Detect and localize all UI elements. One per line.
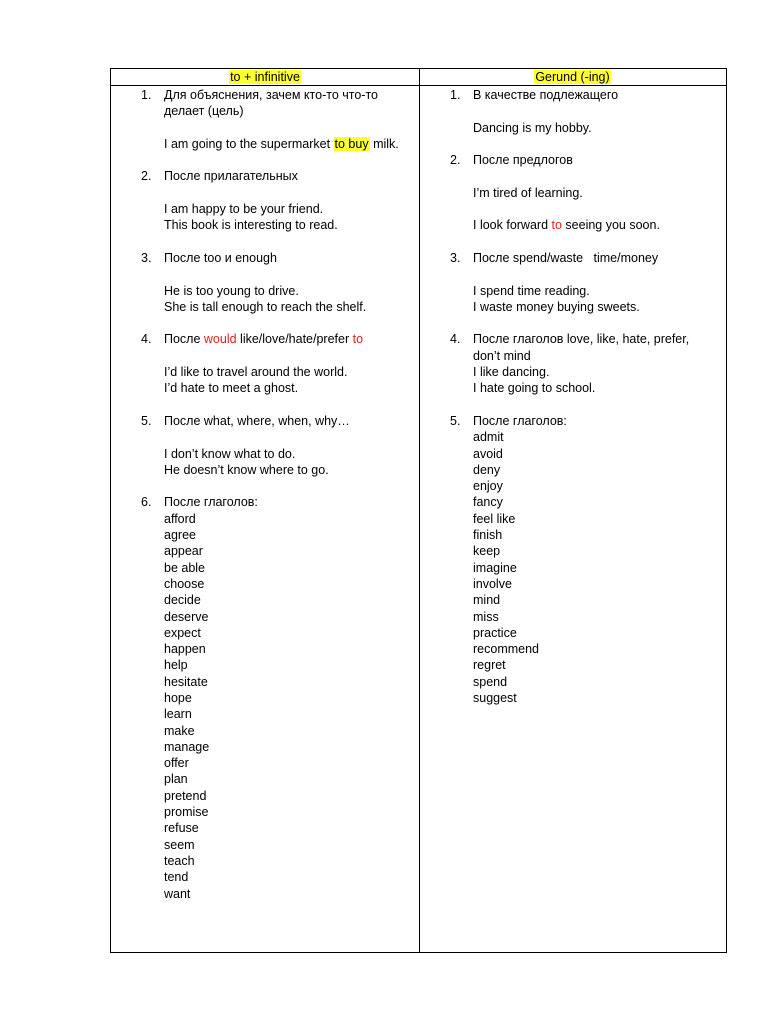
verb-list-item: afford — [164, 511, 196, 526]
verb-list-item: choose — [164, 576, 205, 591]
rule-example: I’m tired of learning. — [473, 185, 583, 200]
verb-list-item: practice — [473, 625, 517, 640]
verb-list-item: offer — [164, 756, 189, 771]
infinitive-rule-3 — [111, 250, 419, 315]
rule-title-cont: делает (цель) — [164, 104, 244, 119]
verb-list-item: seem — [164, 837, 195, 852]
verb-list-item: feel like — [473, 511, 516, 526]
verb-list-item: deny — [473, 462, 501, 477]
verb-list-item: hesitate — [164, 674, 208, 689]
infinitive-column — [111, 87, 419, 902]
rule-title: После глаголов: — [473, 413, 567, 428]
rule-example: I waste money buying sweets. — [473, 299, 640, 314]
verb-list-item: refuse — [164, 821, 199, 836]
infinitive-rule-4 — [111, 331, 419, 396]
rule-number: 1. — [141, 88, 152, 102]
verb-list-item: imagine — [473, 560, 517, 575]
verb-list-item: learn — [164, 707, 192, 722]
verb-list-item: teach — [164, 853, 195, 868]
verb-list-item: make — [164, 723, 195, 738]
rule-number: 6. — [141, 495, 152, 510]
highlighted-phrase: to buy — [334, 136, 369, 151]
verb-list-item: manage — [164, 739, 210, 754]
verb-list-item: fancy — [473, 495, 503, 510]
rule-example: He is too young to drive. — [164, 283, 299, 298]
rule-example: I’d hate to meet a ghost. — [164, 381, 299, 396]
header-infinitive-label: to + infinitive — [230, 70, 300, 84]
rule-title: После spend/waste time/money — [473, 250, 659, 265]
rule-example: I like dancing. — [473, 365, 550, 380]
verb-list-item: recommend — [473, 642, 539, 657]
grammar-table — [110, 68, 727, 953]
verb-list-item: keep — [473, 544, 501, 559]
infinitive-rule-1 — [111, 87, 419, 152]
rule-number: 3. — [141, 250, 152, 265]
verb-list-item: plan — [164, 772, 188, 787]
header-infinitive — [111, 69, 419, 86]
verb-list-item: avoid — [473, 446, 503, 461]
verb-list-item: suggest — [473, 690, 517, 705]
rule-title: Для объяснения, зачем кто-то что-то — [164, 88, 378, 102]
infinitive-rule-2 — [111, 168, 419, 233]
rule-number: 4. — [141, 332, 152, 347]
verb-list-item: involve — [473, 576, 512, 591]
verb-list-item: tend — [164, 870, 189, 885]
verb-list-item: agree — [164, 528, 196, 543]
gerund-column — [420, 87, 726, 706]
verb-list-item: expect — [164, 625, 201, 640]
rule-title: После what, where, when, why… — [164, 413, 350, 428]
verb-list-item: want — [164, 886, 191, 901]
rule-example: I look forward to seeing you soon. — [473, 218, 660, 233]
rule-title: После would like/love/hate/prefer to — [164, 332, 364, 347]
rule-title: После предлогов — [473, 153, 573, 168]
rule-title: После прилагательных — [164, 169, 298, 184]
rule-title: В качестве подлежащего — [473, 88, 619, 102]
rule-number: 2. — [141, 169, 152, 184]
rule-example: He doesn’t know where to go. — [164, 462, 329, 477]
header-gerund-label: Gerund (-ing) — [535, 70, 610, 84]
verb-list-item: appear — [164, 544, 203, 559]
gerund-rule-1 — [420, 87, 726, 136]
red-keyword: to — [352, 332, 364, 347]
verb-list-item: enjoy — [473, 479, 503, 494]
rule-number: 4. — [450, 332, 461, 347]
verb-list-item: decide — [164, 593, 201, 608]
header-gerund — [419, 69, 726, 86]
verb-list-item: mind — [473, 593, 501, 608]
gerund-rule-4 — [420, 331, 726, 396]
verb-list-item: promise — [164, 805, 209, 820]
verb-list-item: pretend — [164, 788, 207, 803]
rule-example: I’d like to travel around the world. — [164, 365, 348, 380]
verb-list-item: miss — [473, 609, 499, 624]
rule-title: После too и enough — [164, 250, 277, 265]
rule-number: 2. — [450, 153, 461, 168]
verb-list-item: regret — [473, 658, 506, 673]
verb-list-item: happen — [164, 642, 206, 657]
rule-example: This book is interesting to read. — [164, 218, 338, 233]
rule-number: 5. — [450, 413, 461, 428]
rule-example: I am going to the supermarket to buy milk. — [164, 136, 399, 151]
rule-example: Dancing is my hobby. — [473, 120, 592, 135]
infinitive-rule-5 — [111, 413, 419, 478]
gerund-rule-5 — [420, 413, 726, 706]
rule-title: После глаголов love, like, hate, prefer, — [473, 332, 690, 347]
rule-title: После глаголов: — [164, 495, 258, 510]
red-keyword: to — [551, 218, 562, 233]
red-keyword: would — [203, 332, 237, 347]
rule-example: I don’t know what to do. — [164, 446, 296, 461]
rule-example: I hate going to school. — [473, 381, 596, 396]
infinitive-rule-6 — [111, 494, 419, 901]
infinitive-verb-list — [164, 511, 409, 902]
rule-number: 1. — [450, 88, 461, 102]
verb-list-item: deserve — [164, 609, 209, 624]
rule-example: I am happy to be your friend. — [164, 202, 324, 217]
gerund-verb-list — [473, 429, 716, 706]
rule-number: 5. — [141, 413, 152, 428]
verb-list-item: be able — [164, 560, 206, 575]
verb-list-item: spend — [473, 674, 508, 689]
rule-number: 3. — [450, 250, 461, 265]
verb-list-item: hope — [164, 690, 192, 705]
verb-list-item: finish — [473, 528, 503, 543]
gerund-rule-2 — [420, 152, 726, 233]
verb-list-item: admit — [473, 430, 504, 445]
verb-list-item: help — [164, 658, 188, 673]
gerund-rule-3 — [420, 250, 726, 315]
rule-example: I spend time reading. — [473, 283, 590, 298]
rule-example: She is tall enough to reach the shelf. — [164, 299, 367, 314]
rule-title-cont: don’t mind — [473, 348, 531, 363]
